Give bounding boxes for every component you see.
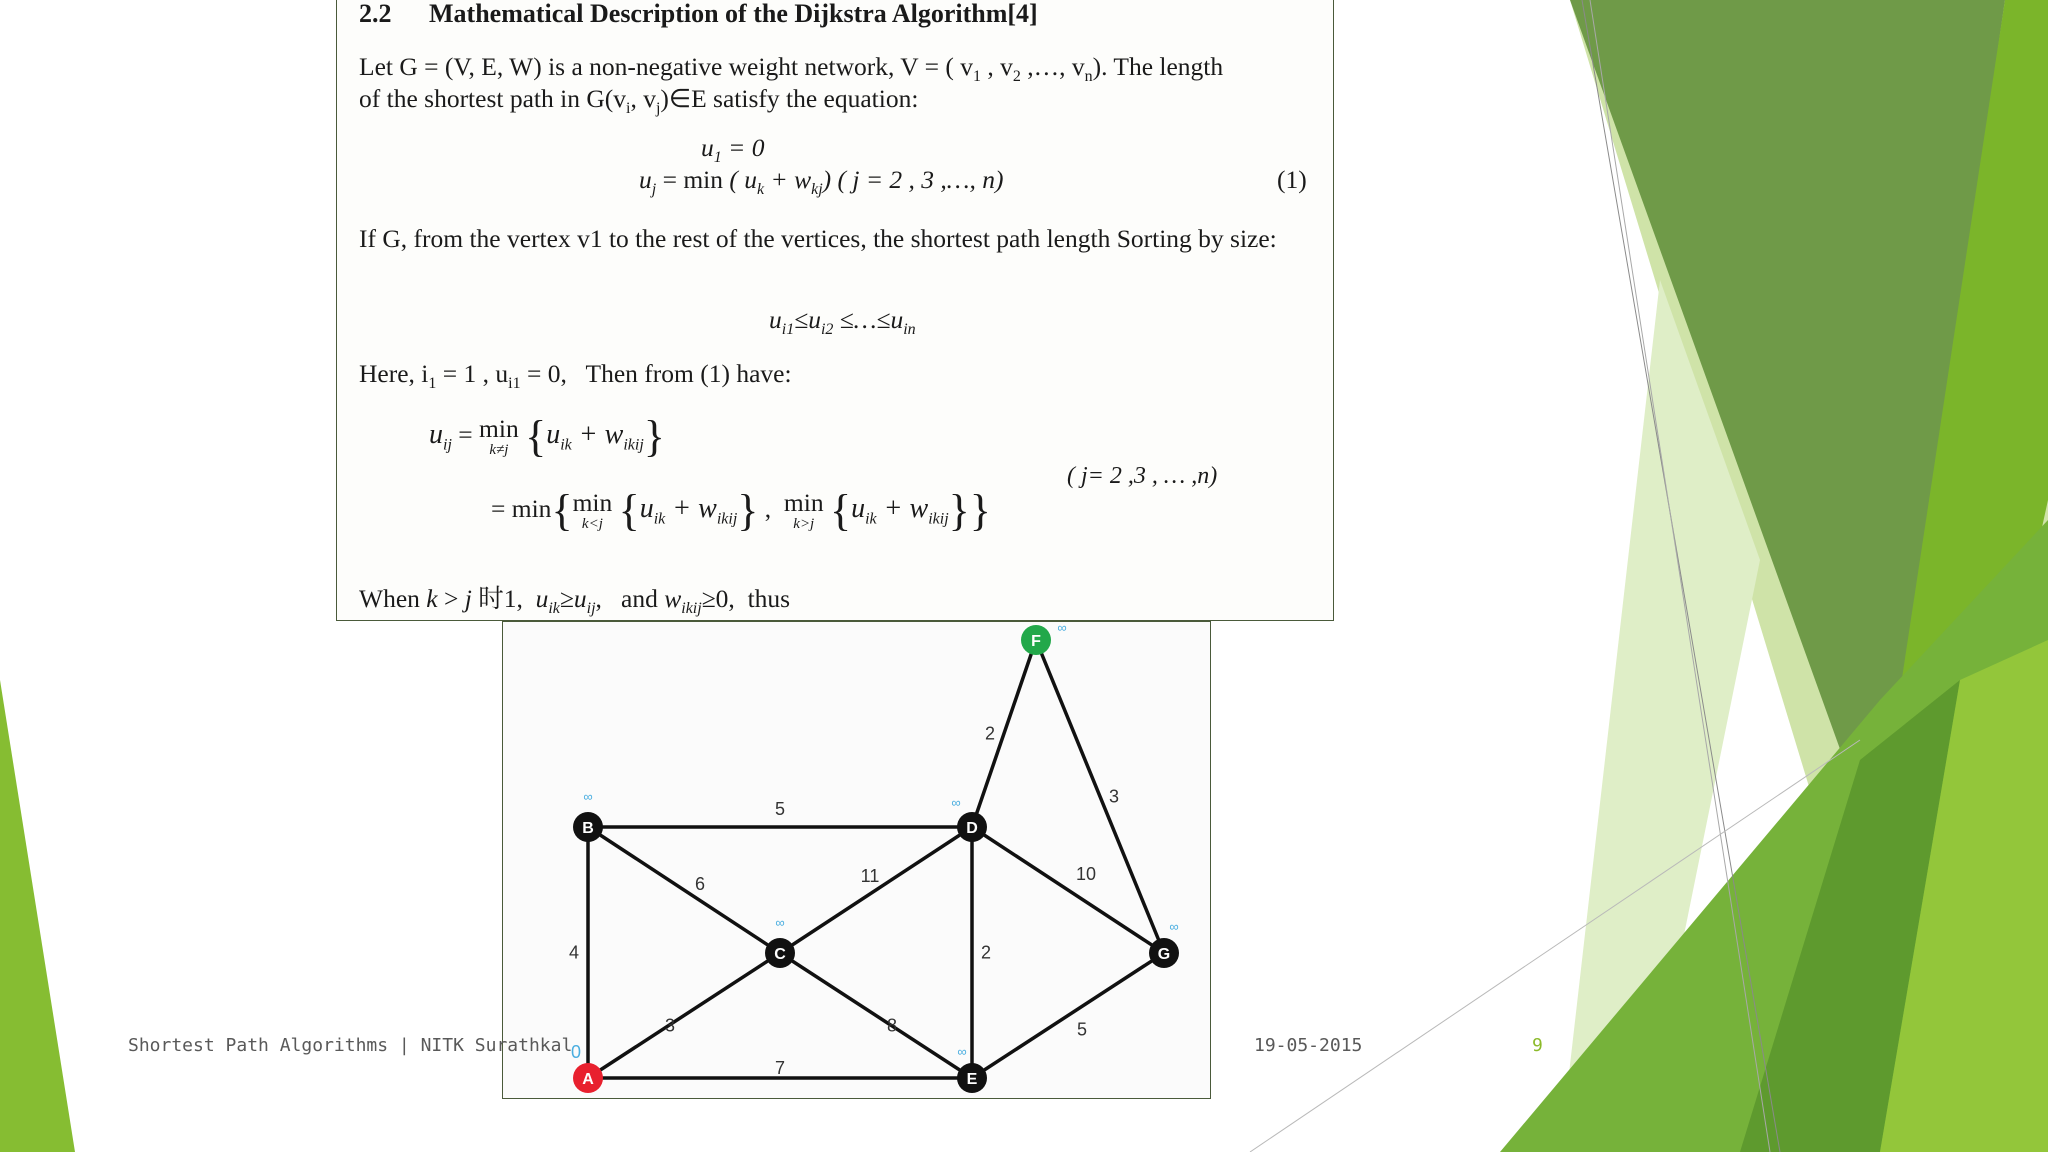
edge-weight-label: 5 [774, 799, 786, 819]
node-label: G [1157, 946, 1171, 963]
graph-figure [502, 621, 1211, 1099]
node-label: C [774, 946, 786, 963]
graph-edge [780, 827, 972, 953]
node-distance-label: ∞ [1169, 919, 1179, 934]
edge-weight-label: 10 [1075, 864, 1097, 884]
node-distance-label: ∞ [957, 1044, 967, 1059]
graph-edge [588, 953, 780, 1078]
weighted-graph [503, 622, 1212, 1100]
equation-u1: $u_1 = 0$ [701, 133, 765, 167]
equation-uj: $u_j = \min$ ( $u_k + w_{kj}$) ( j = 2 , 3 ,…, n) [639, 165, 1004, 199]
here-line: Here, $i_1 = 1$ , $u_{i1} = 0$, Then from (1) have: [359, 359, 792, 393]
j-range: ( j= 2 ,3 , … ,n) [1067, 463, 1218, 489]
edge-weight-label: 5 [1076, 1019, 1088, 1040]
edge-weight-label: 2 [980, 942, 992, 963]
node-label: A [582, 1071, 594, 1088]
node-distance-label: ∞ [951, 795, 961, 810]
ordering-inequality: $u_{i1}\le u_{i2}$ $\le\dots\le u_{in}$ [769, 305, 916, 339]
edge-weight-label: 3 [1108, 786, 1120, 807]
footer-title: Shortest Path Algorithms | NITK Surathkal [128, 1035, 573, 1056]
footer-date: 19-05-2015 [1254, 1035, 1363, 1056]
facet-left [0, 680, 75, 1152]
edge-weight-label: 6 [694, 874, 706, 894]
node-distance-label: ∞ [1057, 622, 1067, 635]
graph-edge [972, 827, 1164, 953]
page-number: 9 [1532, 1035, 1543, 1056]
section-heading [359, 0, 1038, 29]
edge-weight-label: 7 [774, 1058, 786, 1078]
graph-edge [588, 827, 780, 953]
equation-uij-line2: = min{min k<j $\{u_{ik} + w_{ikij}\}$ , min k>j $\{u_{ik} + w_{ikij}\}$} [491, 486, 991, 535]
edge-weight-label: 11 [860, 866, 880, 886]
edge-weight-label: 2 [984, 723, 996, 744]
edge-weight-label: 8 [886, 1015, 898, 1036]
paper-excerpt [336, 0, 1334, 621]
graph-edge [780, 953, 972, 1078]
node-label: E [966, 1071, 978, 1088]
intro-paragraph: Let G = (V, E, W) is a non-negative weight network, V = ( $v_1$ , $v_2$ ,…, $v_n$). The length of the shortest path in $G(v_i$, $v_j)\in E$ satisfy the equation: [359, 52, 1224, 118]
node-distance-label: ∞ [775, 915, 785, 930]
node-distance-label: ∞ [583, 789, 593, 804]
node-distance-label: 0 [570, 1042, 582, 1062]
when-line: When k > j 时1, $u_{ik}\ge u_{ij}$, and $w_{ikij}\ge 0$, thus [359, 584, 791, 618]
edge-weight-label: 4 [568, 942, 580, 963]
graph-edge [972, 640, 1036, 827]
equation-label: (1) [1277, 165, 1307, 194]
edge-weight-label: 3 [664, 1015, 676, 1036]
graph-edge [972, 953, 1164, 1078]
equation-uij-line1: $u_{ij} = \min$ k≠j $\{u_{ik} + w_{ikij}\}$ [429, 412, 665, 461]
node-label: D [966, 820, 978, 837]
section-title: Mathematical Description of the Dijkstra Algorithm[4] [429, 0, 1038, 28]
graph-edge [1036, 640, 1164, 953]
section-number: 2.2 [359, 0, 392, 28]
node-label: B [582, 820, 594, 837]
node-label: F [1031, 633, 1041, 650]
sorting-paragraph: If G, from the vertex v1 to the rest of the vertices, the shortest path length Sorting by size: [359, 224, 1277, 253]
